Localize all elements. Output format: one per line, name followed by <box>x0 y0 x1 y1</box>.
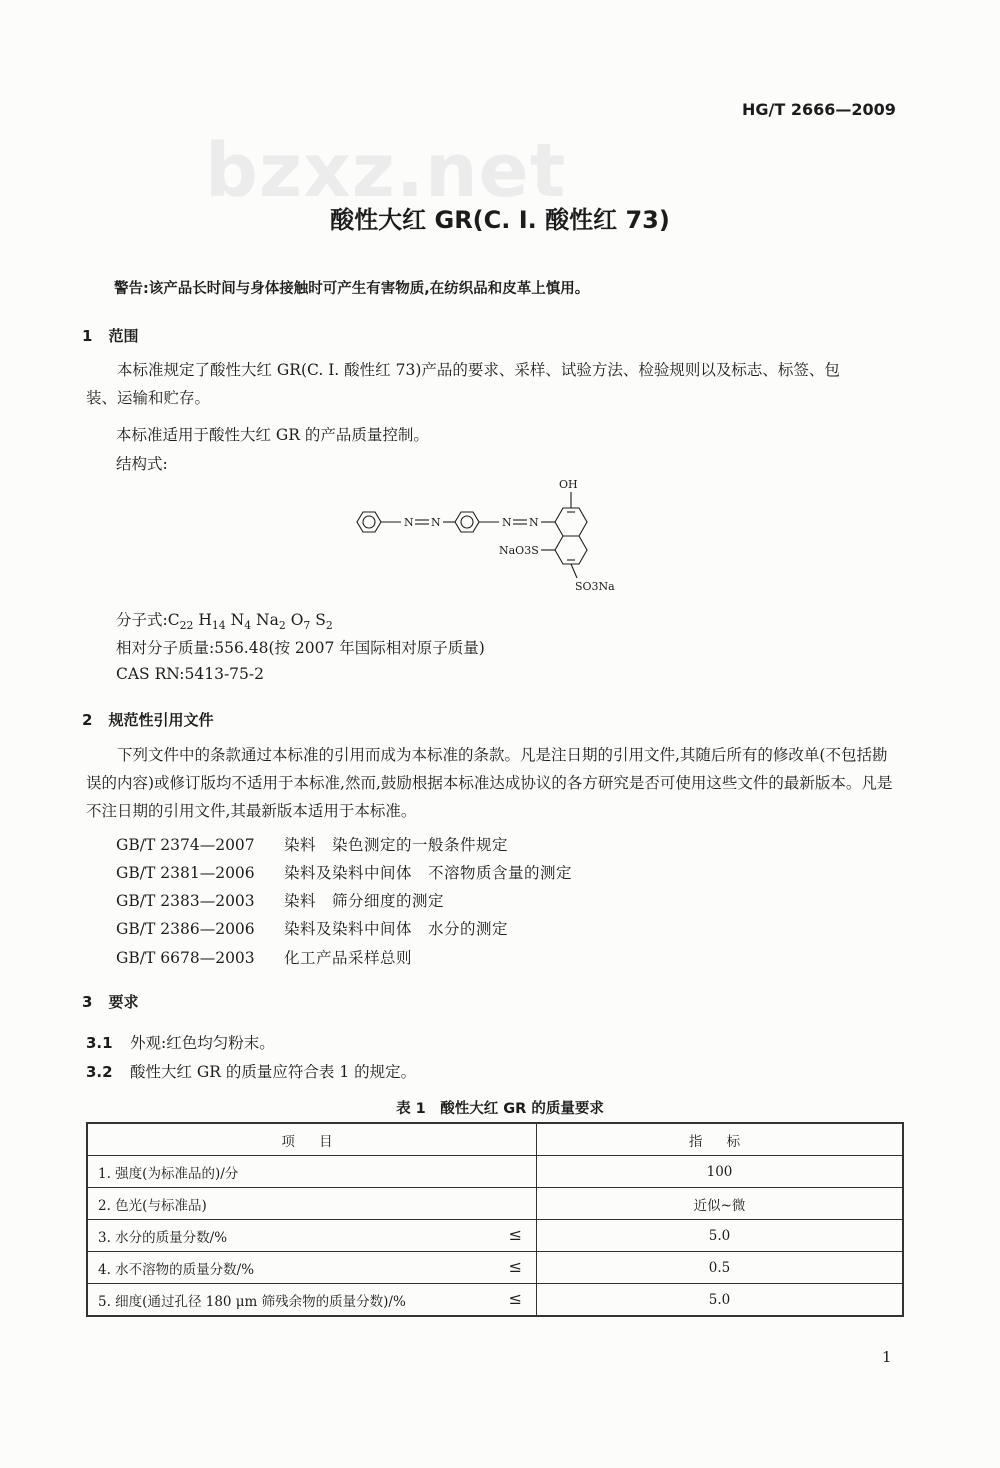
quality-requirements-table <box>86 1122 904 1317</box>
column-header-index: 指 标 <box>537 1123 904 1156</box>
so3na-label: SO3Na <box>575 580 615 593</box>
section-3-number: 3 <box>82 993 93 1011</box>
molecular-formula <box>116 608 333 632</box>
row-item: 1. 强度(为标准品的)/分 <box>87 1156 537 1188</box>
row-value: 5.0 <box>537 1220 904 1252</box>
row-value: 近似~微 <box>537 1188 904 1220</box>
table-row <box>87 1188 903 1220</box>
azo-n-3: N <box>502 516 512 529</box>
section-1-title: 范围 <box>108 327 139 345</box>
reference-item: GB/T 2374—2007 染料 染色测定的一般条件规定 <box>116 836 509 854</box>
applicability-paragraph: 本标准适用于酸性大红 GR 的产品质量控制。 <box>116 426 429 444</box>
section-1-heading <box>82 325 138 346</box>
standard-number: HG/T 2666—2009 <box>742 100 896 119</box>
benzene-ring-1 <box>357 512 381 532</box>
scope-paragraph: 本标准规定了酸性大红 GR(C. I. 酸性红 73)产品的要求、采样、试验方法、检验规则以及标志、标签、包装、运输和贮存。 <box>86 361 840 407</box>
section-2-number: 2 <box>82 711 93 729</box>
row-item: 4. 水不溶物的质量分数/% ≤ <box>87 1252 537 1284</box>
clause-3-1-number: 3.1 <box>86 1034 113 1052</box>
reference-item: GB/T 6678—2003 化工产品采样总则 <box>116 949 413 967</box>
section-1-number: 1 <box>82 327 93 345</box>
section-2-heading <box>82 709 213 730</box>
reference-item: GB/T 2383—2003 染料 筛分细度的测定 <box>116 892 445 910</box>
normative-references-paragraph: 下列文件中的条款通过本标准的引用而成为本标准的条款。凡是注日期的引用文件,其随后所有的修改单(不包括勘误的内容)或修订版均不适用于本标准,然而,鼓励根据本标准达成协议的各方研究是否可使用这些文件的最新版本。凡是不注日期的引用文件,其最新版本适用于本标准。 <box>86 746 893 820</box>
section-3-title: 要求 <box>108 993 139 1011</box>
oh-label: OH <box>559 478 578 491</box>
structure-label: 结构式: <box>116 455 168 473</box>
less-equal-sign: ≤ <box>508 1257 522 1276</box>
warning-text: 警告:该产品长时间与身体接触时可产生有害物质,在纺织品和皮革上慎用。 <box>114 281 590 297</box>
benzene-ring-2 <box>455 512 479 532</box>
clause-3-2 <box>86 1060 416 1082</box>
reference-item: GB/T 2386—2006 染料及染料中间体 水分的测定 <box>116 920 509 938</box>
azo-n-4: N <box>529 516 539 529</box>
formula-value: $C_{22}$ $H_{14}$ $N_4$ $Na_2$ $O_7$ $S_2$ <box>167 611 333 633</box>
row-value: 100 <box>537 1156 904 1188</box>
table-row <box>87 1220 903 1252</box>
structural-formula-diagram <box>345 470 635 600</box>
clause-3-2-text: 酸性大红 GR 的质量应符合表 1 的规定。 <box>130 1063 417 1081</box>
azo-n-2: N <box>431 516 441 529</box>
row-value: 5.0 <box>537 1284 904 1317</box>
row-item: 5. 细度(通过孔径 180 μm 筛残余物的质量分数)/% ≤ <box>87 1284 537 1317</box>
reference-item: GB/T 2381—2006 染料及染料中间体 不溶物质含量的测定 <box>116 864 573 882</box>
clause-3-2-number: 3.2 <box>86 1063 113 1081</box>
clause-3-1-text: 外观:红色均匀粉末。 <box>130 1034 275 1052</box>
table-row <box>87 1156 903 1188</box>
table-row <box>87 1252 903 1284</box>
column-header-item: 项 目 <box>87 1123 537 1156</box>
relative-molecular-mass: 相对分子质量:556.48(按 2007 年国际相对原子质量) <box>116 639 485 657</box>
nao3s-label: NaO3S <box>499 544 539 557</box>
clause-3-1 <box>86 1031 275 1053</box>
table-row <box>87 1284 903 1317</box>
table-title: 表 1 酸性大红 GR 的质量要求 <box>396 1101 604 1117</box>
section-2-title: 规范性引用文件 <box>108 711 214 729</box>
row-item: 2. 色光(与标准品) <box>87 1188 537 1220</box>
less-equal-sign: ≤ <box>508 1225 522 1244</box>
document-title: 酸性大红 GR(C. I. 酸性红 73) <box>330 206 670 234</box>
azo-n-1: N <box>404 516 414 529</box>
page-number: 1 <box>882 1348 892 1366</box>
formula-label: 分子式: <box>116 611 168 629</box>
table-header-row <box>87 1123 903 1156</box>
cas-number: CAS RN:5413-75-2 <box>116 665 265 683</box>
row-item: 3. 水分的质量分数/% ≤ <box>87 1220 537 1252</box>
section-3-heading <box>82 991 138 1012</box>
watermark: bzxz.net <box>205 128 567 214</box>
less-equal-sign: ≤ <box>508 1289 522 1308</box>
row-value: 0.5 <box>537 1252 904 1284</box>
